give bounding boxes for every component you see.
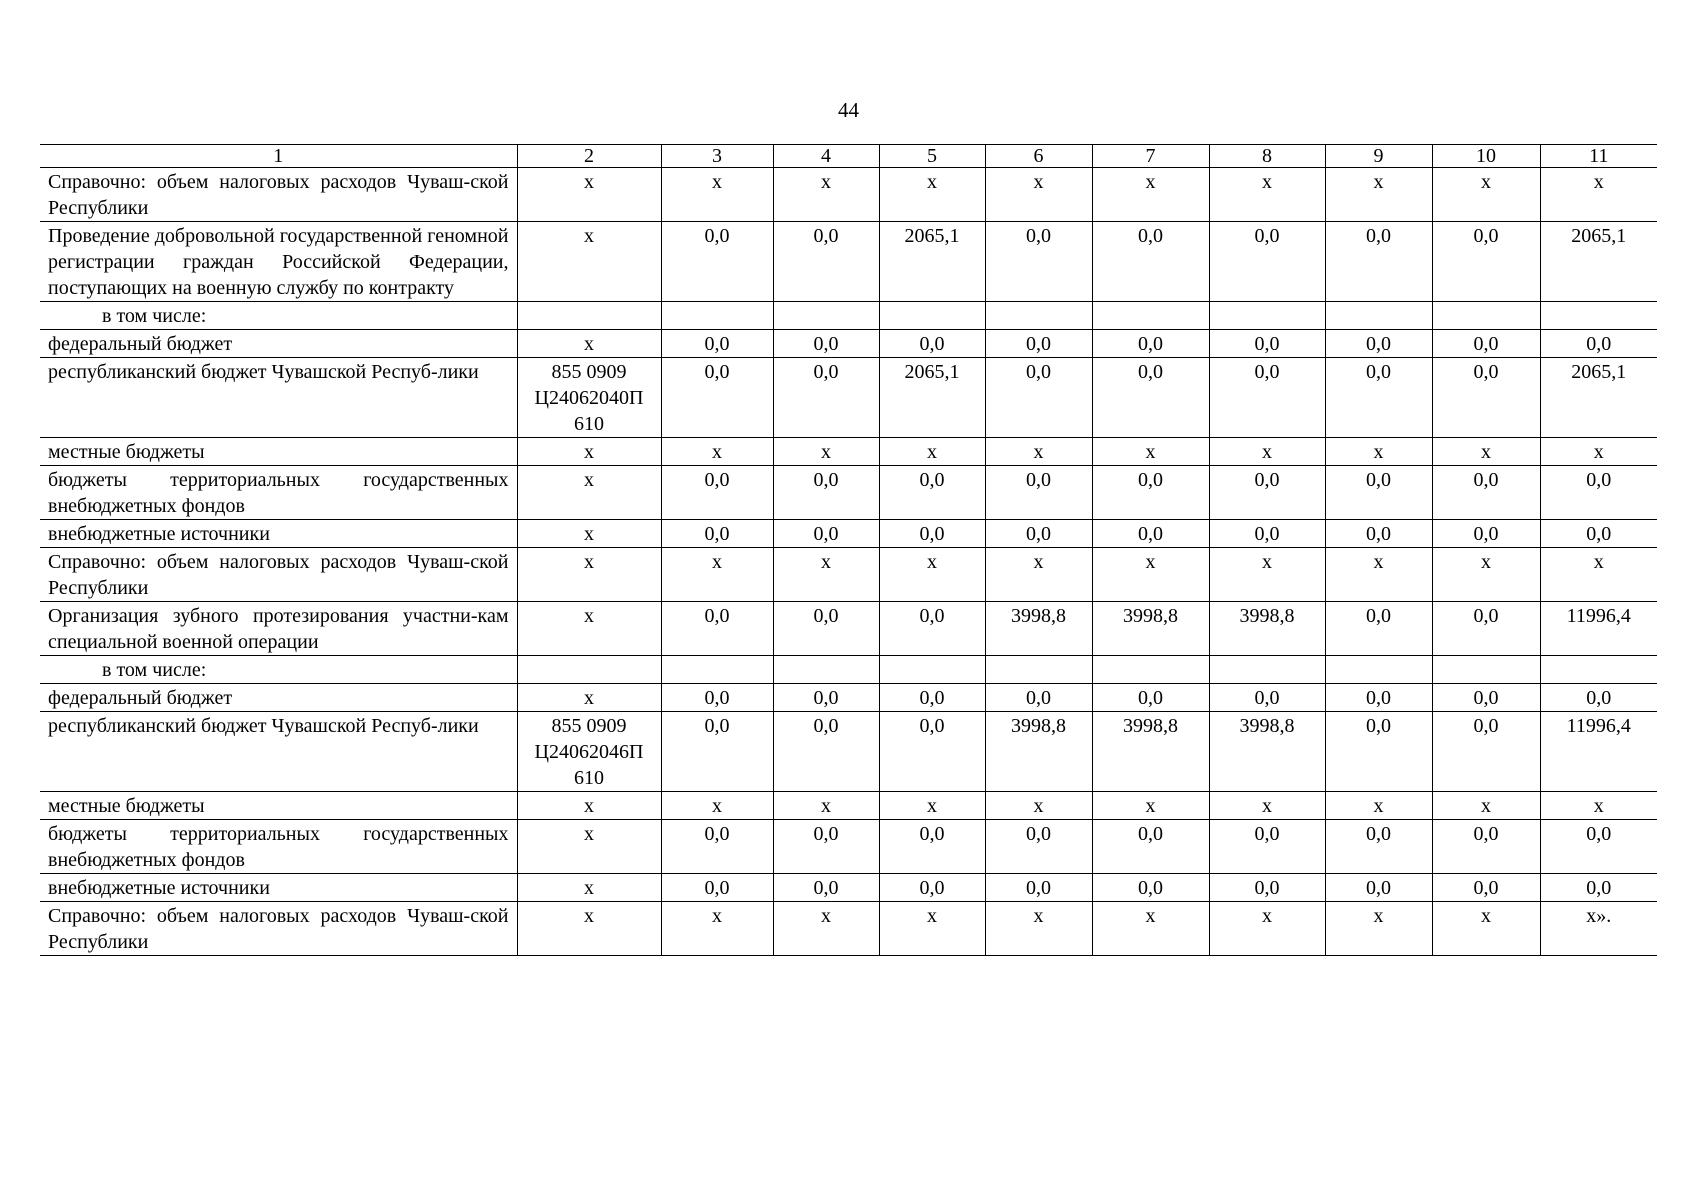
value-cell: 0,0 (1432, 358, 1540, 438)
value-cell: x (1325, 168, 1432, 222)
value-cell: x (985, 792, 1092, 820)
value-cell: 0,0 (773, 466, 879, 520)
value-cell: x (1432, 168, 1540, 222)
table-row (40, 358, 1657, 438)
budget-code-cell: x (517, 820, 661, 874)
value-cell: 0,0 (1432, 466, 1540, 520)
budget-code-cell: x (517, 222, 661, 302)
value-cell: x (879, 548, 985, 602)
value-cell: 11996,4 (1540, 712, 1657, 792)
value-cell (879, 656, 985, 684)
row-name-cell: Справочно: объем налоговых расходов Чуваш-ской Республики (40, 168, 517, 222)
budget-code-cell: x (517, 874, 661, 902)
value-cell: 0,0 (773, 712, 879, 792)
budget-code-cell (517, 656, 661, 684)
column-number: 3 (661, 145, 773, 168)
value-cell: 0,0 (985, 684, 1092, 712)
table-row (40, 792, 1657, 820)
row-name-cell: внебюджетные источники (40, 520, 517, 548)
value-cell: 2065,1 (879, 358, 985, 438)
value-cell: 0,0 (1325, 874, 1432, 902)
value-cell: x (1432, 902, 1540, 956)
table-row (40, 656, 1657, 684)
value-cell: 0,0 (879, 712, 985, 792)
table-body (40, 145, 1657, 956)
value-cell: x (1325, 438, 1432, 466)
column-number: 11 (1540, 145, 1657, 168)
value-cell (1325, 302, 1432, 330)
value-cell: 0,0 (773, 358, 879, 438)
value-cell: x (985, 548, 1092, 602)
value-cell: 0,0 (773, 520, 879, 548)
value-cell: x (1325, 902, 1432, 956)
value-cell: 0,0 (661, 820, 773, 874)
value-cell: 0,0 (773, 330, 879, 358)
value-cell: 0,0 (1092, 684, 1209, 712)
value-cell: x (1209, 548, 1325, 602)
value-cell: 0,0 (1325, 712, 1432, 792)
budget-code-cell: x (517, 168, 661, 222)
row-name-cell: Справочно: объем налоговых расходов Чуваш-ской Республики (40, 902, 517, 956)
value-cell (661, 302, 773, 330)
value-cell: x (1432, 792, 1540, 820)
value-cell: 2065,1 (879, 222, 985, 302)
value-cell (1325, 656, 1432, 684)
value-cell: x (1540, 168, 1657, 222)
value-cell: 0,0 (1092, 222, 1209, 302)
budget-code-cell: x (517, 330, 661, 358)
value-cell: x (1092, 548, 1209, 602)
value-cell (1092, 302, 1209, 330)
value-cell: 0,0 (1325, 466, 1432, 520)
column-number: 9 (1325, 145, 1432, 168)
value-cell: 0,0 (1209, 222, 1325, 302)
budget-code-cell: x (517, 438, 661, 466)
column-number: 4 (773, 145, 879, 168)
value-cell (985, 656, 1092, 684)
row-name-cell: Справочно: объем налоговых расходов Чуваш-ской Республики (40, 548, 517, 602)
value-cell: 0,0 (1432, 222, 1540, 302)
page-number: 44 (838, 98, 859, 122)
value-cell: x (1209, 902, 1325, 956)
value-cell: 0,0 (985, 358, 1092, 438)
value-cell: 0,0 (1092, 330, 1209, 358)
value-cell: x (661, 168, 773, 222)
table-row (40, 520, 1657, 548)
budget-code-cell: x (517, 548, 661, 602)
value-cell: 0,0 (879, 466, 985, 520)
value-cell: 0,0 (1432, 330, 1540, 358)
value-cell: 0,0 (1092, 520, 1209, 548)
value-cell: 0,0 (985, 330, 1092, 358)
value-cell: 0,0 (1540, 820, 1657, 874)
value-cell: 3998,8 (985, 602, 1092, 656)
value-cell: 3998,8 (1209, 712, 1325, 792)
table-row (40, 302, 1657, 330)
row-name-cell: бюджеты территориальных государственных внебюджетных фондов (40, 820, 517, 874)
value-cell: x (661, 902, 773, 956)
value-cell: 0,0 (661, 520, 773, 548)
value-cell: x (879, 438, 985, 466)
value-cell: 11996,4 (1540, 602, 1657, 656)
table-row (40, 168, 1657, 222)
table-row (40, 330, 1657, 358)
value-cell: 0,0 (1092, 358, 1209, 438)
column-number: 5 (879, 145, 985, 168)
value-cell: 0,0 (1325, 222, 1432, 302)
value-cell: 0,0 (661, 602, 773, 656)
value-cell: 0,0 (1325, 820, 1432, 874)
row-name-cell: в том числе: (40, 302, 517, 330)
column-number: 10 (1432, 145, 1540, 168)
value-cell: x (1432, 438, 1540, 466)
table-row (40, 684, 1657, 712)
table-row (40, 712, 1657, 792)
value-cell: 0,0 (661, 222, 773, 302)
value-cell: x (1325, 792, 1432, 820)
value-cell: 0,0 (985, 820, 1092, 874)
table-row (40, 438, 1657, 466)
value-cell: 0,0 (1540, 330, 1657, 358)
value-cell: 0,0 (661, 684, 773, 712)
value-cell: 0,0 (1209, 874, 1325, 902)
column-number: 7 (1092, 145, 1209, 168)
value-cell: x (661, 792, 773, 820)
value-cell: 0,0 (661, 330, 773, 358)
row-name-cell: республиканский бюджет Чувашской Респуб-лики (40, 358, 517, 438)
value-cell: 0,0 (661, 874, 773, 902)
row-name-cell: федеральный бюджет (40, 330, 517, 358)
value-cell: x (879, 902, 985, 956)
column-number-row (40, 145, 1657, 168)
table-row (40, 602, 1657, 656)
value-cell: x (773, 548, 879, 602)
row-name-cell: Организация зубного протезирования участни-кам специальной военной операции (40, 602, 517, 656)
value-cell: 0,0 (985, 874, 1092, 902)
value-cell: 0,0 (1432, 820, 1540, 874)
value-cell: 0,0 (661, 466, 773, 520)
value-cell: 3998,8 (1092, 602, 1209, 656)
value-cell: 0,0 (1209, 358, 1325, 438)
budget-code-cell: x (517, 902, 661, 956)
value-cell: 0,0 (985, 222, 1092, 302)
value-cell (879, 302, 985, 330)
value-cell: 0,0 (879, 684, 985, 712)
value-cell: 0,0 (1325, 684, 1432, 712)
value-cell: 0,0 (1209, 520, 1325, 548)
value-cell (1092, 656, 1209, 684)
value-cell: 0,0 (1540, 466, 1657, 520)
value-cell: x (985, 168, 1092, 222)
value-cell: 0,0 (1209, 330, 1325, 358)
value-cell: x (773, 438, 879, 466)
row-name-cell: местные бюджеты (40, 438, 517, 466)
value-cell: 0,0 (1092, 874, 1209, 902)
value-cell: 0,0 (1209, 466, 1325, 520)
value-cell: x (1540, 438, 1657, 466)
budget-code-cell: x (517, 466, 661, 520)
value-cell: 2065,1 (1540, 358, 1657, 438)
value-cell: 0,0 (661, 358, 773, 438)
table-row (40, 874, 1657, 902)
value-cell: x (1209, 792, 1325, 820)
budget-code-cell: 855 0909 Ц24062046П 610 (517, 712, 661, 792)
value-cell: x (773, 792, 879, 820)
row-name-cell: внебюджетные источники (40, 874, 517, 902)
budget-code-cell: x (517, 792, 661, 820)
value-cell: x (1209, 438, 1325, 466)
row-name-cell: Проведение добровольной государственной геномной регистрации граждан Российской Федерации, поступающих на военную службу по контракту (40, 222, 517, 302)
value-cell: 0,0 (773, 820, 879, 874)
value-cell: 0,0 (1092, 466, 1209, 520)
value-cell: x (1092, 792, 1209, 820)
budget-code-cell (517, 302, 661, 330)
value-cell: 0,0 (1325, 330, 1432, 358)
value-cell: 0,0 (879, 602, 985, 656)
value-cell (985, 302, 1092, 330)
value-cell: 2065,1 (1540, 222, 1657, 302)
row-name-cell: бюджеты территориальных государственных внебюджетных фондов (40, 466, 517, 520)
value-cell (1540, 656, 1657, 684)
value-cell: x (773, 168, 879, 222)
value-cell: x (1092, 902, 1209, 956)
value-cell: 0,0 (1209, 684, 1325, 712)
row-name-cell: республиканский бюджет Чувашской Респуб-лики (40, 712, 517, 792)
budget-code-cell: x (517, 520, 661, 548)
value-cell: 0,0 (1432, 712, 1540, 792)
value-cell: x (661, 438, 773, 466)
row-name-cell: федеральный бюджет (40, 684, 517, 712)
value-cell: x (879, 792, 985, 820)
value-cell: x (1209, 168, 1325, 222)
value-cell: 0,0 (773, 874, 879, 902)
value-cell (1209, 302, 1325, 330)
value-cell: 3998,8 (985, 712, 1092, 792)
value-cell: 0,0 (773, 222, 879, 302)
value-cell: 0,0 (879, 874, 985, 902)
value-cell: x (1325, 548, 1432, 602)
value-cell: x (1092, 168, 1209, 222)
value-cell: x (1092, 438, 1209, 466)
value-cell: x (1432, 548, 1540, 602)
value-cell (1209, 656, 1325, 684)
value-cell: 0,0 (1092, 820, 1209, 874)
value-cell: 3998,8 (1209, 602, 1325, 656)
row-name-cell: местные бюджеты (40, 792, 517, 820)
budget-code-cell: 855 0909 Ц24062040П 610 (517, 358, 661, 438)
value-cell: 0,0 (773, 684, 879, 712)
budget-table (40, 144, 1657, 956)
table-row (40, 222, 1657, 302)
column-number: 6 (985, 145, 1092, 168)
table-row (40, 548, 1657, 602)
value-cell: 0,0 (1432, 602, 1540, 656)
value-cell: x (985, 438, 1092, 466)
value-cell: 0,0 (985, 520, 1092, 548)
value-cell: 0,0 (773, 602, 879, 656)
budget-code-cell: x (517, 684, 661, 712)
value-cell: x (879, 168, 985, 222)
value-cell: 0,0 (879, 520, 985, 548)
value-cell: 0,0 (879, 330, 985, 358)
value-cell (661, 656, 773, 684)
value-cell: x (1540, 548, 1657, 602)
value-cell: 0,0 (1432, 684, 1540, 712)
value-cell: 0,0 (1432, 520, 1540, 548)
value-cell: 0,0 (1540, 520, 1657, 548)
value-cell (773, 656, 879, 684)
value-cell: 0,0 (1325, 602, 1432, 656)
value-cell: 0,0 (1540, 684, 1657, 712)
table-row (40, 820, 1657, 874)
value-cell: 0,0 (879, 820, 985, 874)
value-cell: 0,0 (1325, 520, 1432, 548)
value-cell (1432, 656, 1540, 684)
value-cell (1540, 302, 1657, 330)
budget-code-cell: x (517, 602, 661, 656)
table-row (40, 466, 1657, 520)
value-cell: 0,0 (1540, 874, 1657, 902)
column-number: 8 (1209, 145, 1325, 168)
value-cell: x». (1540, 902, 1657, 956)
value-cell: 0,0 (1432, 874, 1540, 902)
value-cell: x (985, 902, 1092, 956)
column-number: 1 (40, 145, 517, 168)
value-cell: x (1540, 792, 1657, 820)
column-number: 2 (517, 145, 661, 168)
value-cell (773, 302, 879, 330)
value-cell: x (773, 902, 879, 956)
value-cell (1432, 302, 1540, 330)
value-cell: 0,0 (985, 466, 1092, 520)
value-cell: 0,0 (661, 712, 773, 792)
value-cell: 3998,8 (1092, 712, 1209, 792)
row-name-cell: в том числе: (40, 656, 517, 684)
value-cell: x (661, 548, 773, 602)
value-cell: 0,0 (1209, 820, 1325, 874)
table-row (40, 902, 1657, 956)
value-cell: 0,0 (1325, 358, 1432, 438)
